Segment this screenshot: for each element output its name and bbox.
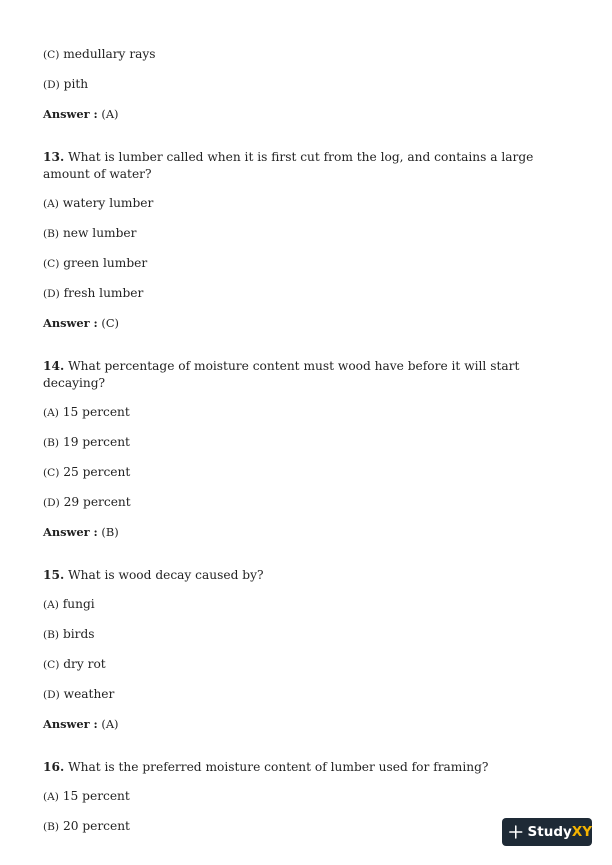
option-item: (C) dry rot [43, 657, 106, 671]
answer-line: Answer : (A) [43, 107, 119, 121]
option-item: (D) 29 percent [43, 495, 131, 509]
answer-line: Answer : (B) [43, 525, 119, 539]
question-13: 13. What is lumber called when it is first cut from the log, and contains a large amount of water? [43, 150, 534, 181]
plus-sparkle-icon [509, 824, 523, 840]
option-item: (D) fresh lumber [43, 286, 144, 300]
option-item: (C) green lumber [43, 256, 148, 270]
option-item: (A) watery lumber [43, 196, 154, 210]
option-item: (B) birds [43, 627, 95, 641]
question-14: 14. What percentage of moisture content must wood have before it will start decaying? [43, 359, 520, 390]
option-item: (B) 19 percent [43, 435, 130, 449]
document-content [43, 46, 573, 848]
option-item: (B) 20 percent [43, 819, 130, 833]
option-item: (D) pith [43, 77, 89, 91]
logo-text-main: Study [527, 824, 572, 840]
question-16: 16. What is the preferred moisture content of lumber used for framing? [43, 760, 489, 774]
option-item: (C) medullary rays [43, 47, 156, 61]
option-item: (A) fungi [43, 597, 95, 611]
answer-line: Answer : (C) [43, 316, 119, 330]
answer-line: Answer : (A) [43, 717, 119, 731]
option-item: (A) 15 percent [43, 405, 130, 419]
question-15: 15. What is wood decay caused by? [43, 568, 264, 582]
option-item: (A) 15 percent [43, 789, 130, 803]
option-item: (B) new lumber [43, 226, 137, 240]
studyxy-logo[interactable] [502, 818, 592, 846]
option-item: (D) weather [43, 687, 115, 701]
logo-text-accent: XY [571, 824, 592, 840]
option-item: (C) 25 percent [43, 465, 131, 479]
